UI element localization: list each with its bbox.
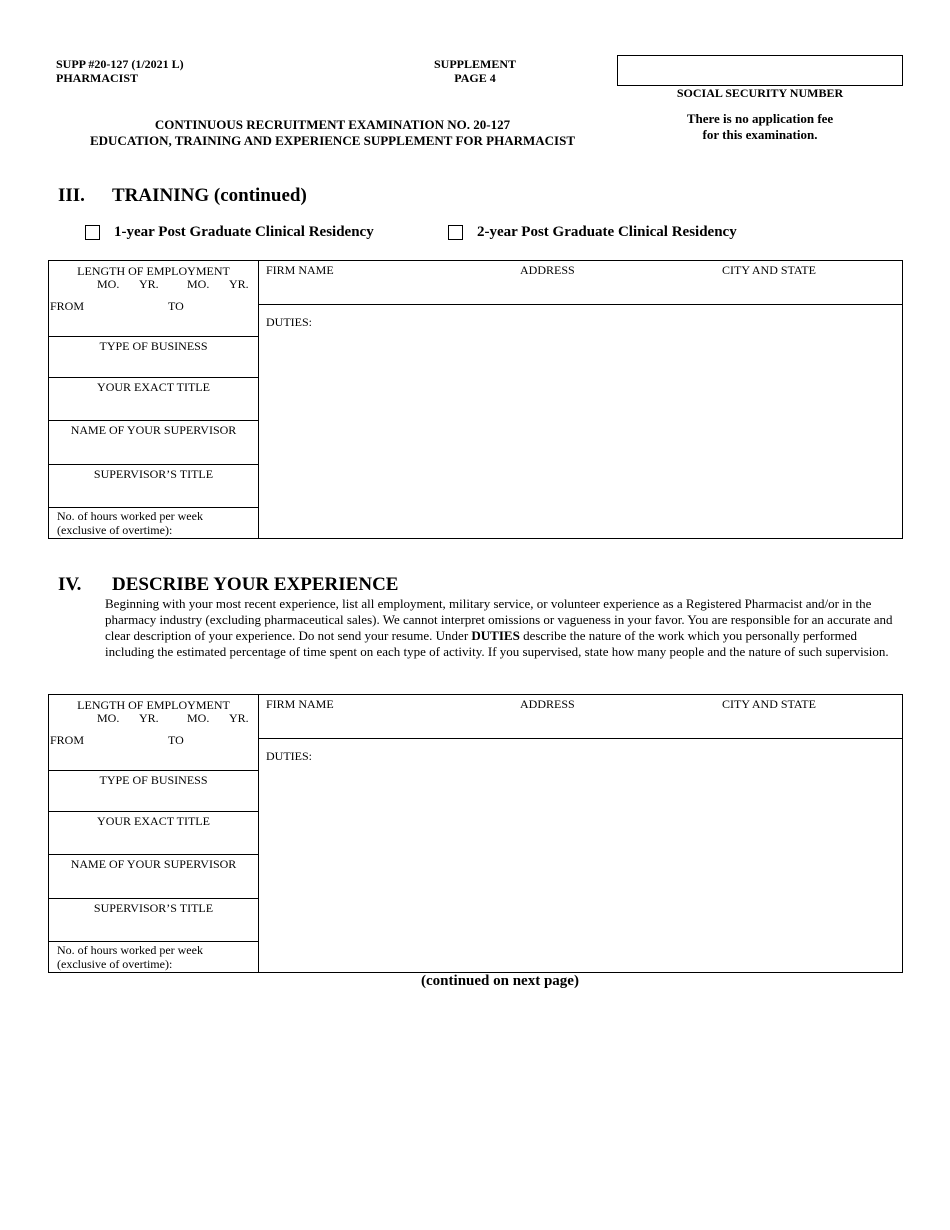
type-of-business-cell[interactable] xyxy=(49,771,258,812)
exact-title-cell[interactable] xyxy=(49,812,258,855)
supervisor-title-label: SUPERVISOR’S TITLE xyxy=(93,467,214,481)
instructions-part2: describe the nature of the work which you personally performed including the estimated percentage of time spent on each type of activity. If you supervised, state how many people and the nature of such supervision. xyxy=(105,628,889,659)
length-label: LENGTH OF EMPLOYMENT xyxy=(77,264,230,278)
exam-title: CONTINUOUS RECRUITMENT EXAMINATION NO. 20-127 xyxy=(154,117,511,132)
duties-label: DUTIES: xyxy=(266,749,312,763)
employment-left-column xyxy=(49,261,259,538)
length-of-employment-cell[interactable] xyxy=(49,695,258,771)
from-yr-label: YR. xyxy=(139,711,159,725)
address-label: ADDRESS xyxy=(520,697,575,711)
supervisor-title-cell[interactable] xyxy=(49,899,258,942)
page-number: PAGE 4 xyxy=(454,71,496,85)
employment-form-1 xyxy=(48,260,903,539)
section4-number: IV. xyxy=(58,574,82,595)
supervisor-name-label: NAME OF YOUR SUPERVISOR xyxy=(70,857,237,871)
to-mo-label: MO. xyxy=(187,711,210,725)
hours-label-line2: (exclusive of overtime): xyxy=(57,523,173,537)
to-yr-label: YR. xyxy=(229,711,249,725)
duties-input-area[interactable] xyxy=(259,305,902,538)
from-label: FROM xyxy=(50,299,85,313)
to-label: TO xyxy=(168,299,184,313)
supervisor-title-label: SUPERVISOR’S TITLE xyxy=(93,901,214,915)
ssn-label: SOCIAL SECURITY NUMBER xyxy=(676,86,844,100)
section3-number: III. xyxy=(58,185,85,206)
checkbox-1yr-label: 1-year Post Graduate Clinical Residency xyxy=(114,224,374,240)
exact-title-label: YOUR EXACT TITLE xyxy=(97,814,210,828)
length-label: LENGTH OF EMPLOYMENT xyxy=(77,698,230,712)
to-mo-label: MO. xyxy=(187,277,210,291)
section3-title: TRAINING (continued) xyxy=(112,185,307,206)
city-state-label: CITY AND STATE xyxy=(722,263,816,277)
employment-left-column xyxy=(49,695,259,972)
from-mo-label: MO. xyxy=(97,711,120,725)
hours-per-week-cell[interactable] xyxy=(49,942,258,972)
employment-form-2 xyxy=(48,694,903,973)
from-label: FROM xyxy=(50,733,85,747)
hours-per-week-cell[interactable] xyxy=(49,508,258,538)
instructions-duties-bold: DUTIES xyxy=(471,628,520,643)
firm-name-label: FIRM NAME xyxy=(266,697,334,711)
supervisor-name-label: NAME OF YOUR SUPERVISOR xyxy=(70,423,237,437)
type-of-business-cell[interactable] xyxy=(49,337,258,378)
continued-note: (continued on next page) xyxy=(421,973,579,989)
fee-notice-line1: There is no application fee xyxy=(686,111,834,126)
to-label: TO xyxy=(168,733,184,747)
hours-label-line2: (exclusive of overtime): xyxy=(57,957,173,971)
from-mo-label: MO. xyxy=(97,277,120,291)
firm-name-label: FIRM NAME xyxy=(266,263,334,277)
form-role: PHARMACIST xyxy=(56,71,139,85)
exam-subtitle: EDUCATION, TRAINING AND EXPERIENCE SUPPLEMENT FOR PHARMACIST xyxy=(89,133,576,148)
supplement-label: SUPPLEMENT xyxy=(433,57,516,71)
duties-label: DUTIES: xyxy=(266,315,312,329)
form-id: SUPP #20-127 (1/2021 L) xyxy=(56,57,184,71)
fee-notice-line2: for this examination. xyxy=(702,127,818,142)
checkbox-square-icon[interactable] xyxy=(85,225,100,240)
to-yr-label: YR. xyxy=(229,277,249,291)
duties-input-area[interactable] xyxy=(259,739,902,972)
checkbox-1yr-residency[interactable] xyxy=(85,224,374,241)
section4-title: DESCRIBE YOUR EXPERIENCE xyxy=(112,574,399,595)
section4-instructions xyxy=(105,596,900,660)
length-of-employment-cell[interactable] xyxy=(49,261,258,337)
ssn-input[interactable] xyxy=(617,55,903,86)
city-state-label: CITY AND STATE xyxy=(722,697,816,711)
from-yr-label: YR. xyxy=(139,277,159,291)
checkbox-square-icon[interactable] xyxy=(448,225,463,240)
address-label: ADDRESS xyxy=(520,263,575,277)
supervisor-name-cell[interactable] xyxy=(49,855,258,899)
firm-info-row[interactable] xyxy=(259,261,902,305)
checkbox-2yr-label: 2-year Post Graduate Clinical Residency xyxy=(477,224,737,240)
supervisor-title-cell[interactable] xyxy=(49,465,258,508)
type-of-business-label: TYPE OF BUSINESS xyxy=(99,773,208,787)
exact-title-cell[interactable] xyxy=(49,378,258,421)
instructions-part1: Beginning with your most recent experience, list all employment, military service, or volunteer experience as a Registered Pharmacist and/or in the pharmacy industry (excluding pharmaceutical sales). We cannot interpret omissions or vagueness in your favor. You are responsible for an accurate and clear description of your experience. Do not send your resume. Under xyxy=(105,596,893,643)
checkbox-2yr-residency[interactable] xyxy=(448,224,737,241)
hours-label-line1: No. of hours worked per week xyxy=(57,943,203,957)
firm-info-row[interactable] xyxy=(259,695,902,739)
supervisor-name-cell[interactable] xyxy=(49,421,258,465)
type-of-business-label: TYPE OF BUSINESS xyxy=(99,339,208,353)
exact-title-label: YOUR EXACT TITLE xyxy=(97,380,210,394)
hours-label-line1: No. of hours worked per week xyxy=(57,509,203,523)
